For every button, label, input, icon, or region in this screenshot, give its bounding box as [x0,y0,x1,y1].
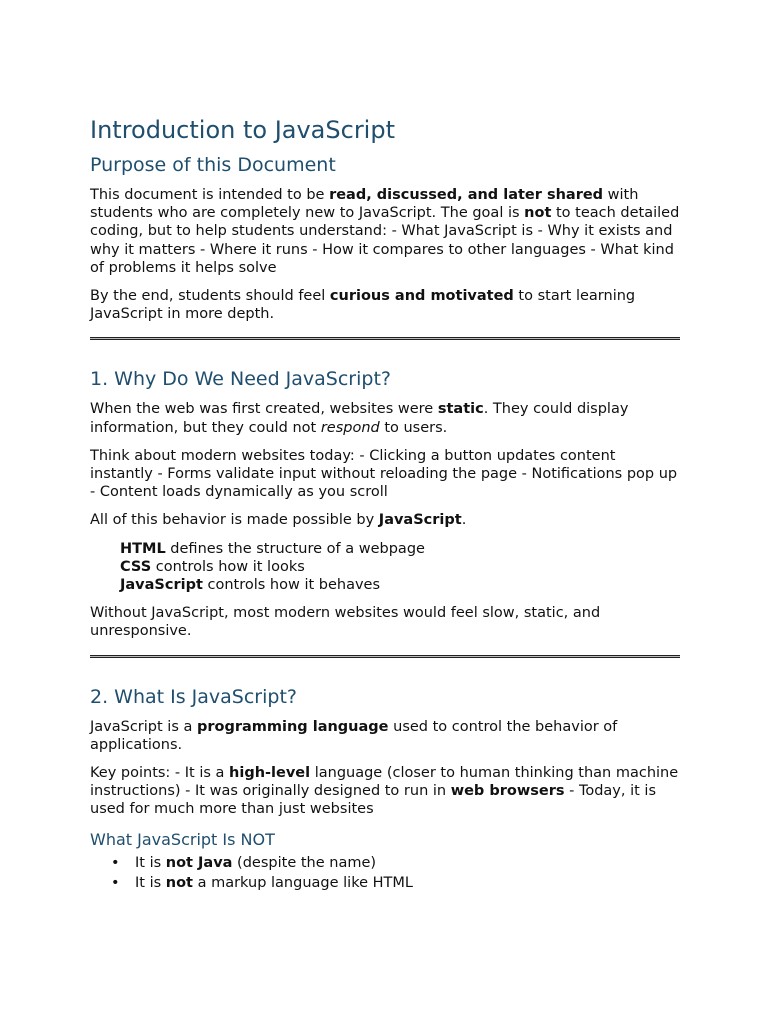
section-1-heading: 1. Why Do We Need JavaScript? [90,368,391,391]
bold-text: static [437,401,484,418]
section-divider [90,655,680,658]
bold-text: programming language [196,718,389,735]
purpose-heading: Purpose of this Document [90,154,336,176]
bold-text: web browsers [450,783,565,800]
bold-text: curious and motivated [329,288,514,305]
not-heading: What JavaScript Is NOT [90,829,275,849]
bullet-icon: • [111,854,120,871]
document-page [90,114,680,893]
section-1-paragraph-1: When the web was first created, websites were static. They could display information, but they could not respond to users. [90,401,629,436]
not-list [90,853,680,893]
definition-item [120,558,680,576]
definition-term: JavaScript [120,577,203,594]
purpose-paragraph-1: This document is intended to be read, discussed, and later shared with students who are completely new to JavaScript. The goal is not to teach detailed coding, but to help students understand: - What JavaScript is - Why it exists and why it matters - Where it runs - How it compares to other languages - What kind of problems it helps solve [90,187,680,276]
section-1-paragraph-2: Think about modern websites today: - Clicking a button updates content instantly - Forms validate input without reloading the page - Notifications pop up - Content loads dynamically as you scroll [90,447,678,501]
bold-text: not Java [165,854,233,871]
definition-desc: defines the structure of a webpage [165,540,425,557]
document-title: Introduction to JavaScript [90,116,395,144]
section-1-paragraph-4: Without JavaScript, most modern websites would feel slow, static, and unresponsive. [90,605,601,640]
section-2-paragraph-2: Key points: - It is a high-level language (closer to human thinking than machine instructions) - It was originally designed to run in web browsers - Today, it is used for much more than just websites [90,765,679,818]
definition-desc: controls how it behaves [202,577,381,594]
bullet-icon: • [111,874,120,891]
section-2-heading: 2. What Is JavaScript? [90,685,297,708]
purpose-paragraph-2: By the end, students should feel curious and motivated to start learning JavaScript in more depth. [90,288,636,323]
definition-desc: controls how it looks [151,558,305,575]
section-2-paragraph-1: JavaScript is a programming language used to control the behavior of applications. [90,718,618,753]
bold-text: read, discussed, and later shared [329,187,604,203]
bold-text: high-level [229,765,311,782]
list-item: • It is not Java (despite the name) [111,854,377,871]
bold-text: not [165,874,193,891]
definition-term: HTML [120,540,166,557]
section-divider [90,337,680,340]
list-item: • It is not a markup language like HTML [111,874,413,891]
bold-text: JavaScript [378,512,462,529]
definition-item [120,540,680,558]
definition-term: CSS [120,558,152,575]
definition-list [120,540,680,595]
bold-text: not [524,205,552,222]
definition-item [120,576,680,594]
italic-text: respond [320,419,380,436]
section-1-paragraph-3: All of this behavior is made possible by JavaScript. [90,512,467,529]
